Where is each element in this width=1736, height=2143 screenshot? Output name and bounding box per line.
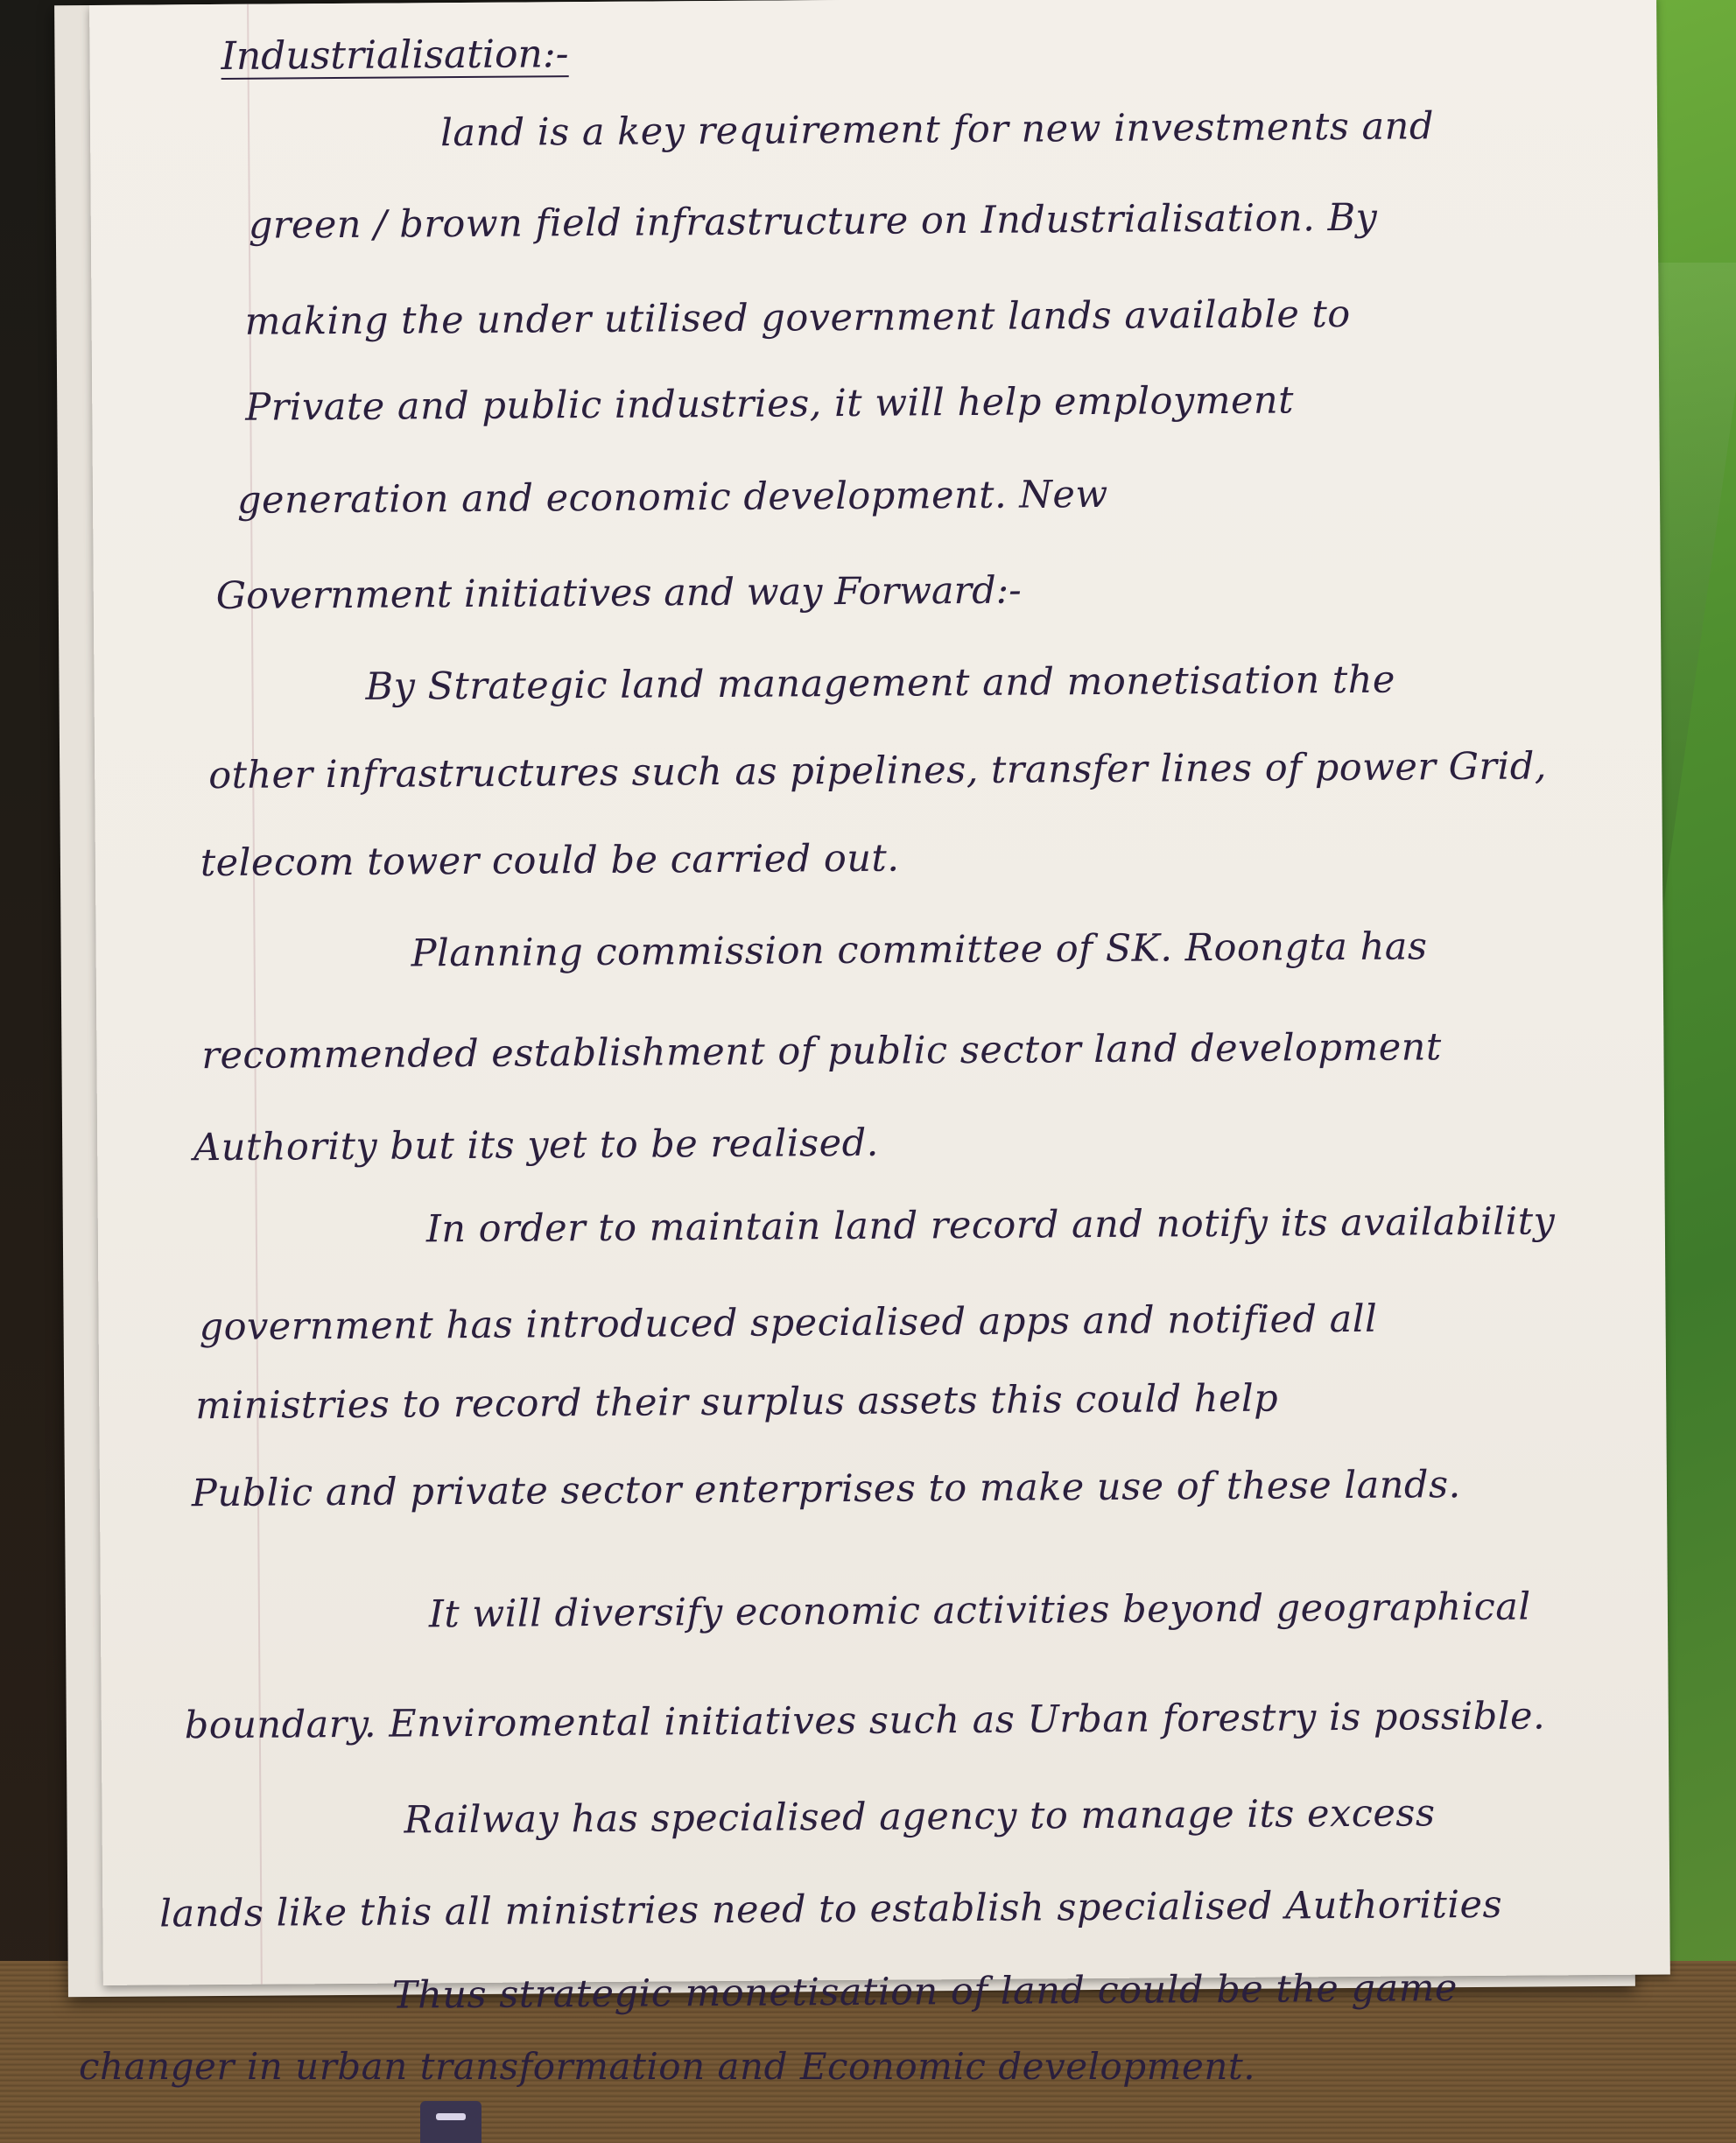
text-line-18: Railway has specialised agency to manage its excess [404,1791,1436,1843]
text-line-4: Private and public industries, it will help employment [245,378,1295,430]
document-title: Industrialisation:- [221,32,569,79]
text-line-14: ministries to record their surplus assets this could help [195,1376,1279,1429]
background-pen-object [420,2101,481,2143]
paper-sheet [89,0,1670,2018]
text-line-3: making the under utilised government lands available to [244,292,1351,344]
text-line-2: green / brown field infrastructure on Industrialisation. By [248,195,1378,248]
text-line-7: other infrastructures such as pipelines, transfer lines of power Grid, [208,744,1548,798]
section-heading: Government initiatives and way Forward:- [215,568,1022,619]
text-line-17: boundary. Enviromental initiatives such as Urban forestry is possible. [184,1694,1546,1748]
text-line-11: Authority but its yet to be realised. [193,1121,879,1170]
text-line-13: government has introduced specialised apps and notified all [199,1296,1378,1350]
text-line-15: Public and private sector enterprises to make use of these lands. [191,1463,1461,1516]
text-line-21: changer in urban transformation and Economic development. [79,2045,1256,2088]
text-line-12: In order to maintain land record and notify its availability [425,1199,1556,1252]
text-line-20: Thus strategic monetisation of land could be the game [391,1966,1458,2018]
text-line-19: lands like this all ministries need to establish specialised Authorities [159,1882,1503,1936]
text-line-8: telecom tower could be carried out. [200,836,900,886]
text-line-10: recommended establishment of public sector land development [201,1025,1442,1079]
text-line-9: Planning commission committee of SK. Roongta has [411,924,1428,976]
text-line-5: generation and economic development. New [236,472,1108,523]
paper-stack [54,0,1635,2018]
text-line-6: By Strategic land management and monetisation the [365,657,1396,709]
text-line-16: It will diversify economic activities beyond geographical [428,1584,1531,1637]
text-line-1: land is a key requirement for new investments and [439,104,1435,156]
